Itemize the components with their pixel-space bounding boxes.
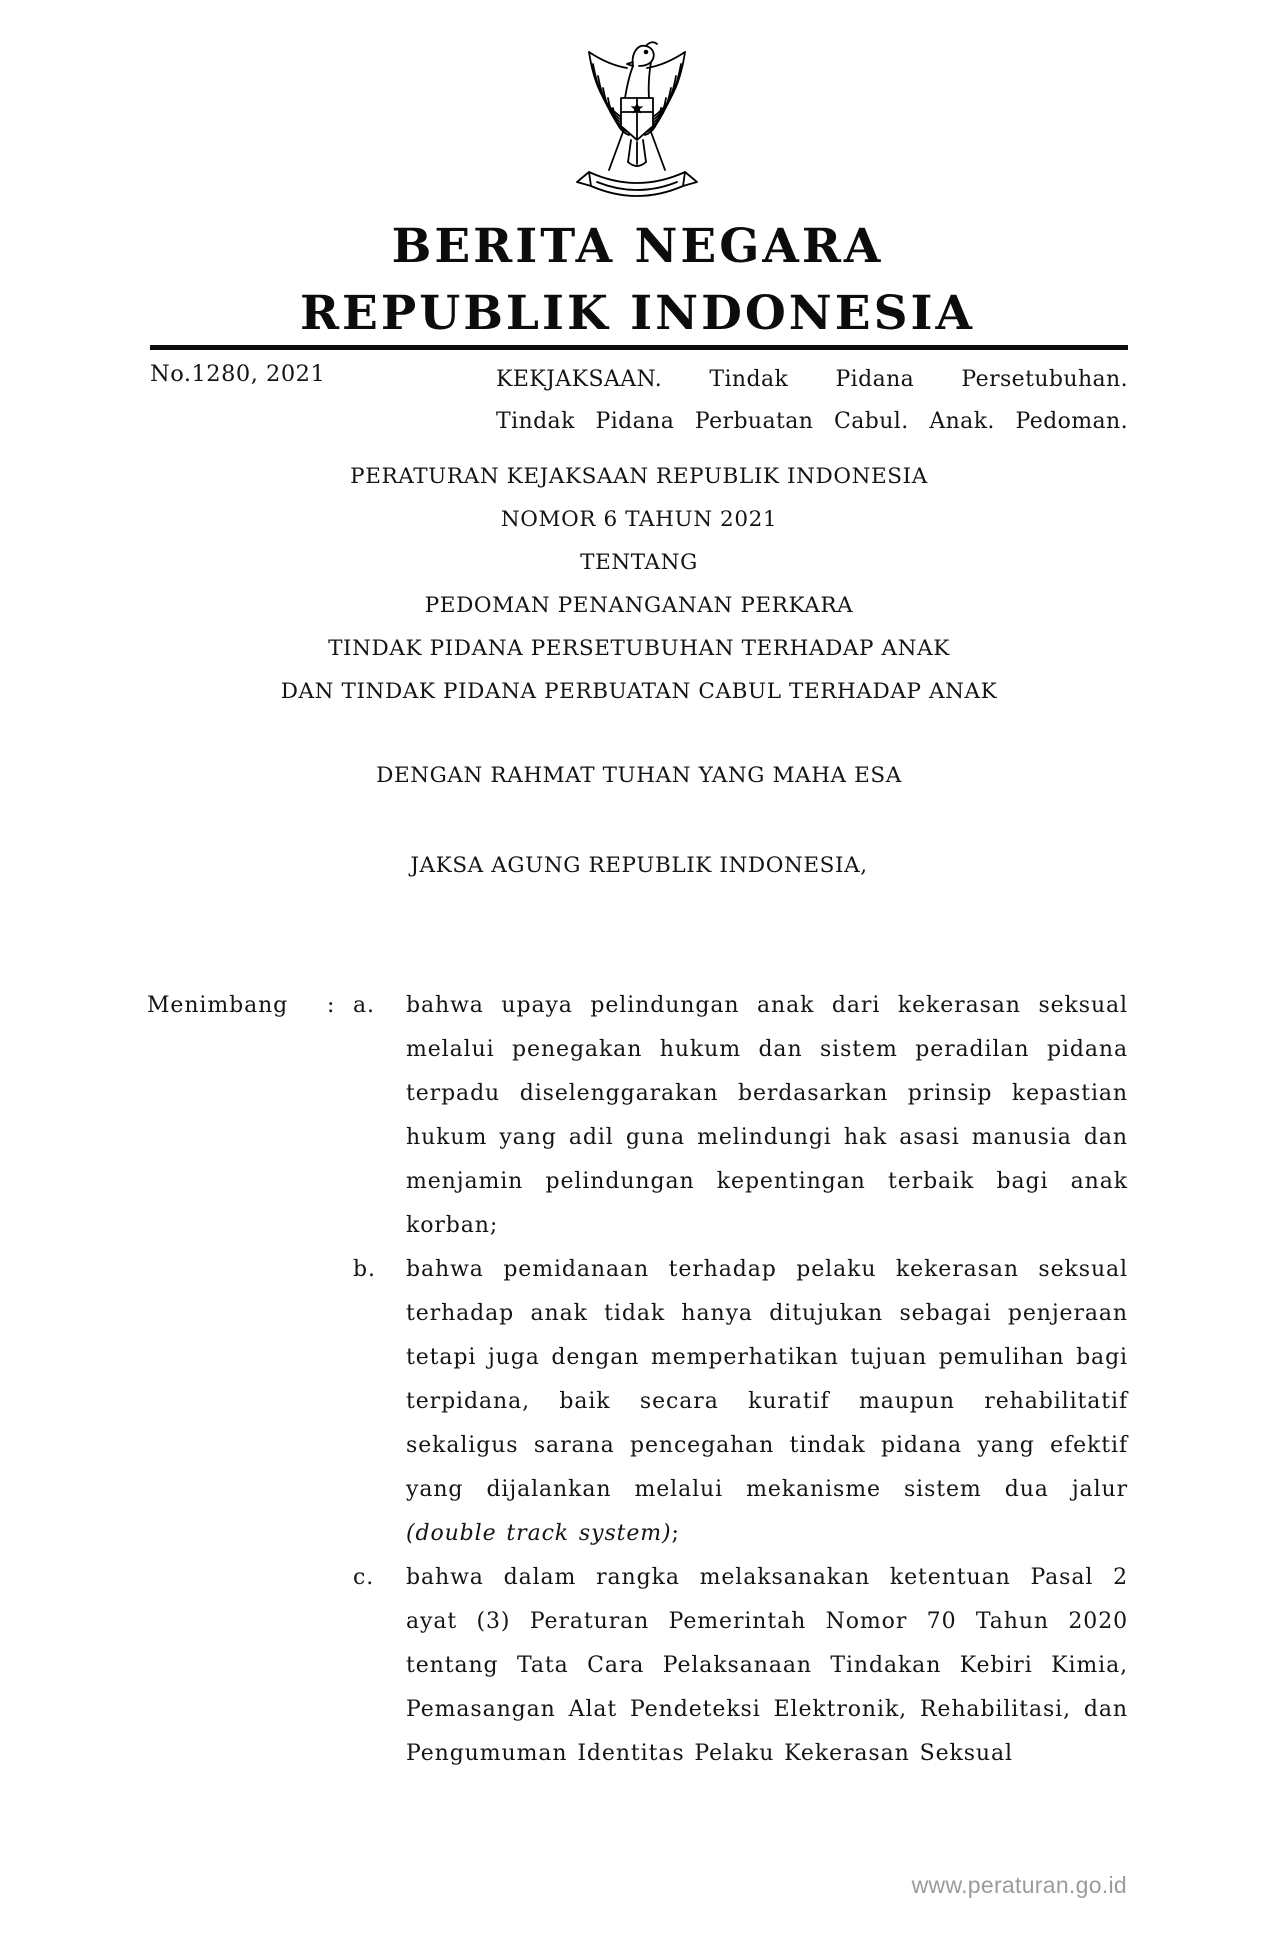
item-marker-b: b. [353,1257,376,1282]
item-marker-a: a. [353,993,375,1018]
garuda-pancasila-emblem-icon [567,36,707,208]
item-b-italic: (double track system) [406,1521,672,1546]
gazette-number: No.1280, 2021 [150,361,326,387]
consideration-item-c [353,1556,1128,1776]
considerations-colon: : [327,993,336,1018]
invocation-line: DENGAN RAHMAT TUHAN YANG MAHA ESA [376,763,902,788]
title-line-pedoman: PEDOMAN PENANGANAN PERKARA [424,593,854,618]
considerations-section [147,984,1128,1776]
considerations-items [353,984,1128,1776]
masthead-title-line2: REPUBLIK INDONESIA [299,286,975,341]
item-b-pre: bahwa pemidanaan terhadap pelaku kekerasan seksual terhadap anak tidak hanya ditujukan sebagai penjeraan tetapi juga dengan memperhatikan tujuan pemulihan bagi terpidana, baik secara kuratif maupun rehabilitatif sekaligus sarana pencegahan tindak pidana yang efektif yang dijalankan melalui mekanisme sistem dua jalur [406,1257,1128,1502]
catchwords-line2: Tindak Pidana Perbuatan Cabul. Anak. Pedoman. [496,409,1128,434]
title-line-nomor: NOMOR 6 TAHUN 2021 [500,507,778,532]
item-text-a [406,984,1128,1248]
item-text-b [406,1248,1128,1556]
item-a-pre: bahwa upaya pelindungan anak dari kekerasan seksual melalui penegakan hukum dan sistem peradilan pidana terpadu diselenggarakan berdasarkan prinsip kepastian hukum yang adil guna melindungi hak asasi manusia dan menjamin pelindungan kepentingan terbaik bagi anak korban; [406,993,1128,1238]
masthead-title-line1: BERITA NEGARA [391,219,884,274]
regulation-title [150,455,1128,713]
masthead [0,219,1275,341]
considerations-label: Menimbang [147,993,289,1018]
source-url: www.peraturan.go.id [911,1872,1127,1898]
consideration-item-b [353,1248,1128,1556]
catchwords-line1: KEKJAKSAAN. Tindak Pidana Persetubuhan. [496,367,1128,392]
item-marker-c: c. [353,1565,375,1590]
item-b-post: ; [671,1521,680,1546]
authority-line: JAKSA AGUNG REPUBLIK INDONESIA, [410,853,868,878]
item-c-pre: bahwa dalam rangka melaksanakan ketentuan Pasal 2 ayat (3) Peraturan Pemerintah Nomor 70 Tahun 2020 tentang Tata Cara Pelaksanaan Tindakan Kebiri Kimia, Pemasangan Alat Pendeteksi Elektronik, Rehabilitasi, dan Pengumuman Identitas Pelaku Kekerasan Seksual [406,1565,1128,1766]
title-line-peraturan: PERATURAN KEJAKSAAN REPUBLIK INDONESIA [350,464,928,489]
item-text-c [406,1556,1128,1776]
title-line-tindak-pidana-cabul: DAN TINDAK PIDANA PERBUATAN CABUL TERHADAP ANAK [280,679,998,704]
masthead-rule [150,345,1128,350]
gazette-meta-row [150,359,1128,443]
consideration-item-a [353,984,1128,1248]
gazette-catchwords [496,359,1128,443]
title-line-tindak-pidana-persetubuhan: TINDAK PIDANA PERSETUBUHAN TERHADAP ANAK [328,636,950,661]
title-line-tentang: TENTANG [580,550,698,575]
